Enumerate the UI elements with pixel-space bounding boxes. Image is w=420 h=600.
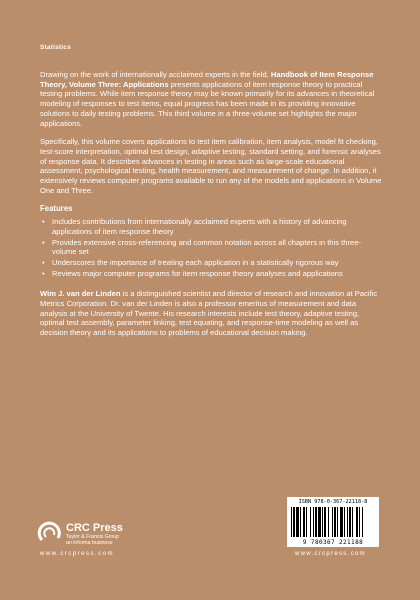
intro-paragraph: [40, 70, 385, 128]
feature-item: • Reviews major computer programs for item response theory analyses and applications: [40, 269, 385, 279]
isbn-label: ISBN 978-0-367-22118-8: [298, 499, 368, 505]
barcode-number: 9 780367 221188: [302, 539, 364, 546]
isbn-barcode: [287, 497, 379, 547]
back-cover-text: [40, 70, 385, 347]
intro-pre: Drawing on the work of internationally acclaimed experts in the field,: [40, 70, 271, 79]
feature-item: • Includes contributions from internationally acclaimed experts with a history of advancing applications of item response theory: [40, 217, 385, 236]
author-bio: [40, 289, 385, 338]
publisher-line-2: an informa business: [66, 540, 113, 547]
crc-logo-icon: [36, 518, 64, 546]
publisher-website-barcode: www.crcpress.com: [295, 551, 366, 557]
author-name: Wim J. van der Linden: [40, 289, 121, 299]
publisher-line-1: Taylor & Francis Group: [66, 534, 120, 540]
features-list: [40, 217, 385, 278]
intro-post: presents applications of item response theory to practical testing problems. While item response theory may be known primarily for its advances in theoretical modeling of responses to test items, equal progress has been made in its providing innovative solutions to daily testing problems. This third volume in a three-volume set highlights the major applications.: [40, 79, 375, 128]
author-bio-text: is a distinguished scientist and director of research and innovation at Pacific Metrics Corporation. Dr. van der Linden is also a professor emeritus of measurement and data analysis at the University of Twente. His research interests include test theory, adaptive testing, optimal test assembly, parameter linking, test equating, and response-time modeling as well as decision theory and its applications to problems of educational decision making.: [40, 289, 378, 338]
publisher-website: www.crcpress.com: [40, 551, 115, 557]
features-heading: Features: [40, 204, 73, 214]
feature-item: • Underscores the importance of treating each application in a statistically rigorous way: [40, 258, 385, 268]
book-title: Handbook of Item Response Theory, Volume Three: Applications: [40, 70, 374, 89]
feature-item: • Provides extensive cross-referencing and common notation across all chapters in this three-volume set: [40, 238, 385, 257]
category-label: Statistics: [40, 44, 71, 51]
publisher-logo: [36, 516, 176, 556]
coverage-paragraph: Specifically, this volume covers applications to test item calibration, item analysis, model fit checking, test-score interpretation, optimal test design, adaptive testing, standard setting, and forensic analyses of response data. It describes advances in testing in areas such as large-scale educational assessment, psychological testing, health measurement, and measurement of change. In addition, it extensively reviews computer programs available to run any of the models and applications in Volume One and Three.: [40, 137, 382, 195]
barcode-icon: [291, 507, 375, 537]
publisher-name: CRC Press: [66, 522, 123, 534]
